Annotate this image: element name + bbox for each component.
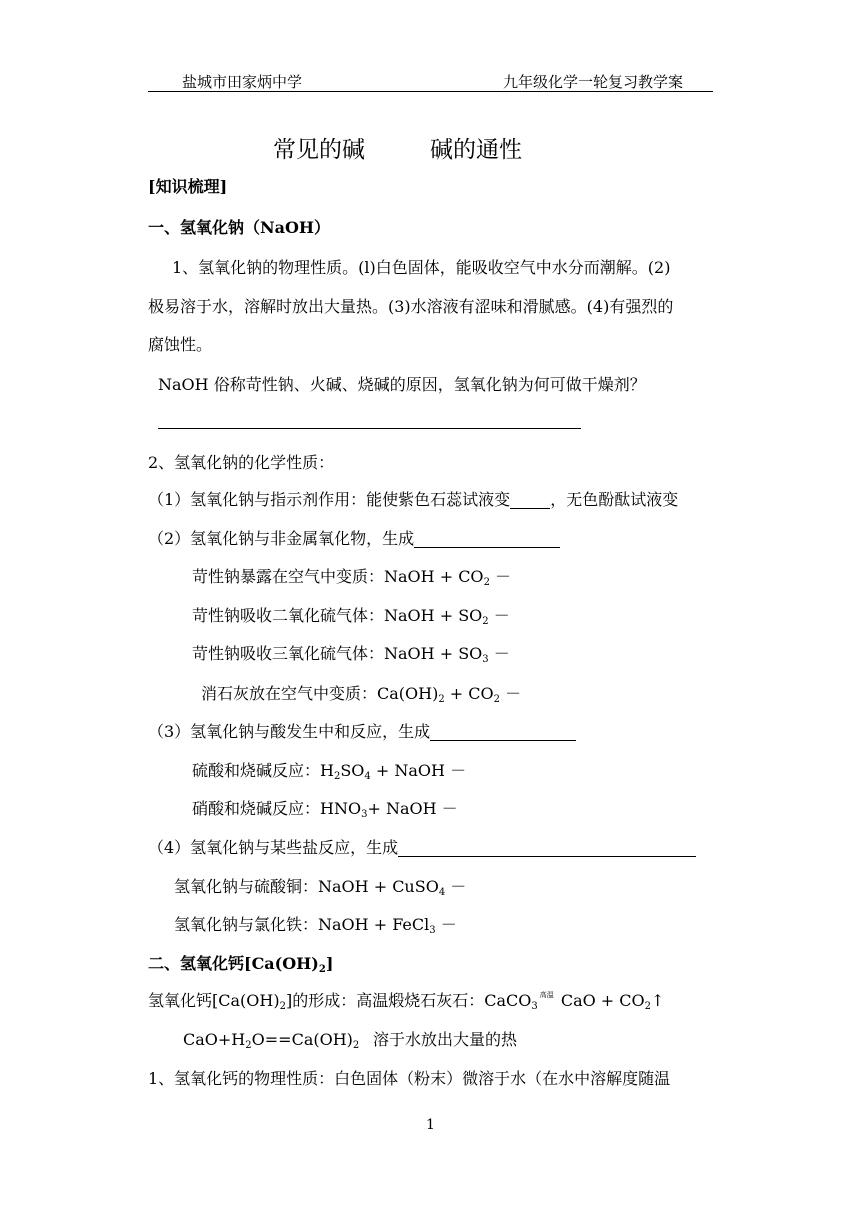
eq-caoh2-sub1: 2 — [438, 694, 445, 705]
eq-fecl3-c: － — [435, 915, 457, 934]
item-2-text: （2）氢氧化钠与非金属氧化物，生成 — [148, 529, 415, 548]
eq-caoh2-sub2: 2 — [493, 694, 501, 705]
heading-caoh2 — [148, 954, 334, 975]
item-1-text-a: （1）氢氧化钠与指示剂作用：能使紫色石蕊试液变 — [148, 490, 511, 509]
formation-sub3: 2 — [644, 1001, 652, 1012]
eq-co2-a: 苛性钠暴露在空气中变质：NaOH + CO — [192, 567, 484, 586]
eq-so3 — [192, 644, 510, 665]
answer-blank-line — [158, 428, 581, 429]
item-2 — [148, 531, 560, 548]
header-rule — [148, 91, 713, 92]
formation-f: CaO + CO — [555, 991, 645, 1010]
eq-h2so4-sub2: 4 — [364, 771, 371, 782]
eq-so2 — [192, 606, 510, 627]
eq-so3-c: － — [488, 644, 510, 663]
item-4-text: （4）氢氧化钠与某些盐反应，生成 — [148, 838, 399, 857]
heading-caoh2-a: 二、氢氧化钙[Ca(OH) — [148, 954, 319, 973]
item-3-text: （3）氢氧化钠与酸发生中和反应，生成 — [148, 722, 431, 741]
para-line-3: 腐蚀性。 — [148, 335, 213, 354]
eq-hno3 — [192, 799, 458, 820]
eq-cuso4-sub: 4 — [438, 887, 446, 898]
eq-so2-c: － — [488, 606, 510, 625]
eq-so2-sub: 2 — [482, 616, 489, 627]
eq-co2-c: － — [489, 567, 512, 586]
eq-caoh2-a: 消石灰放在空气中变质：Ca(OH) — [201, 684, 439, 703]
heading-caoh2-sub: 2 — [318, 964, 326, 975]
title-part2: 碱的通性 — [430, 137, 522, 163]
high-temp-condition: 高温 — [539, 991, 554, 999]
eq-cuso4-a: 氢氧化钠与硫酸铜：NaOH + CuSO — [174, 877, 439, 896]
header-left: 盐城市田家炳中学 — [182, 73, 303, 91]
cao-heat-note: 溶于水放出大量的热 — [373, 1030, 518, 1049]
blank-item-3 — [430, 724, 576, 741]
chem-props-heading: 2、氢氧化钠的化学性质： — [148, 453, 335, 472]
cao-water-eq — [183, 1030, 360, 1051]
eq-hno3-sub: 3 — [361, 809, 368, 820]
cao-eq-a: CaO+H — [183, 1030, 246, 1049]
eq-h2so4-c: SO — [340, 761, 365, 780]
blank-litmus — [510, 492, 550, 509]
caoh2-formation — [148, 991, 665, 1012]
eq-h2so4-sub1: 2 — [333, 771, 341, 782]
item-1-text-b: ，无色酚酞试液变 — [550, 490, 679, 509]
eq-fecl3 — [174, 915, 457, 936]
heading-naoh: 一、氢氧化钠（NaOH） — [148, 218, 331, 237]
cao-eq-sub2: 2 — [352, 1040, 360, 1051]
question-line: NaOH 俗称苛性钠、火碱、烧碱的原因，氢氧化钠为何可做干燥剂？ — [158, 375, 646, 394]
item-3 — [148, 724, 576, 741]
eq-caoh2-c: + CO — [444, 684, 494, 703]
para-line-2: 极易溶于水，溶解时放出大量热。(3)水溶液有涩味和滑腻感。(4)有强烈的 — [148, 297, 674, 316]
item-4 — [148, 840, 696, 857]
title-part1: 常见的碱 — [273, 137, 365, 163]
formation-c: ]的形成：高温煅烧石灰石：CaCO — [285, 991, 532, 1010]
header-right: 九年级化学一轮复习教学案 — [503, 73, 684, 91]
eq-caoh2-co2 — [201, 684, 522, 705]
page-number: 1 — [426, 1117, 435, 1133]
eq-caoh2-e: － — [500, 684, 522, 703]
eq-fecl3-a: 氢氧化钠与氯化铁：NaOH + FeCl — [174, 915, 430, 934]
blank-item-4 — [398, 840, 696, 857]
eq-so3-sub: 3 — [482, 654, 489, 665]
blank-item-2 — [414, 531, 560, 548]
eq-so3-a: 苛性钠吸收三氧化硫气体：NaOH + SO — [192, 644, 483, 663]
para-line-1: 1、氢氧化钠的物理性质。(l)白色固体，能吸收空气中水分而潮解。(2) — [172, 258, 671, 277]
eq-h2so4-a: 硫酸和烧碱反应：H — [192, 761, 334, 780]
formation-a: 氢氧化钙[Ca(OH) — [148, 991, 280, 1010]
gas-arrow: ↑ — [651, 991, 665, 1010]
eq-cuso4-c: － — [445, 877, 467, 896]
cao-eq-sub1: 2 — [245, 1040, 252, 1051]
eq-co2-sub: 2 — [483, 577, 490, 588]
caoh2-physical-props: 1、氢氧化钙的物理性质：白色固体（粉末）微溶于水（在水中溶解度随温 — [148, 1069, 671, 1088]
eq-hno3-a: 硝酸和烧碱反应：HNO — [192, 799, 362, 818]
eq-h2so4-e: + NaOH － — [370, 761, 467, 780]
eq-cuso4 — [174, 877, 467, 898]
section-knowledge: [知识梳理] — [148, 177, 228, 196]
heading-caoh2-c: ] — [325, 954, 334, 973]
eq-fecl3-sub: 3 — [429, 925, 436, 936]
item-1 — [148, 492, 678, 509]
cao-eq-c: O==Ca(OH) — [251, 1030, 353, 1049]
eq-hno3-c: + NaOH － — [367, 799, 458, 818]
formation-sub2: 3 — [531, 1001, 538, 1012]
formation-sub1: 2 — [279, 1001, 286, 1012]
eq-so2-a: 苛性钠吸收二氧化硫气体：NaOH + SO — [192, 606, 483, 625]
eq-co2 — [192, 567, 512, 588]
eq-h2so4 — [192, 761, 467, 782]
